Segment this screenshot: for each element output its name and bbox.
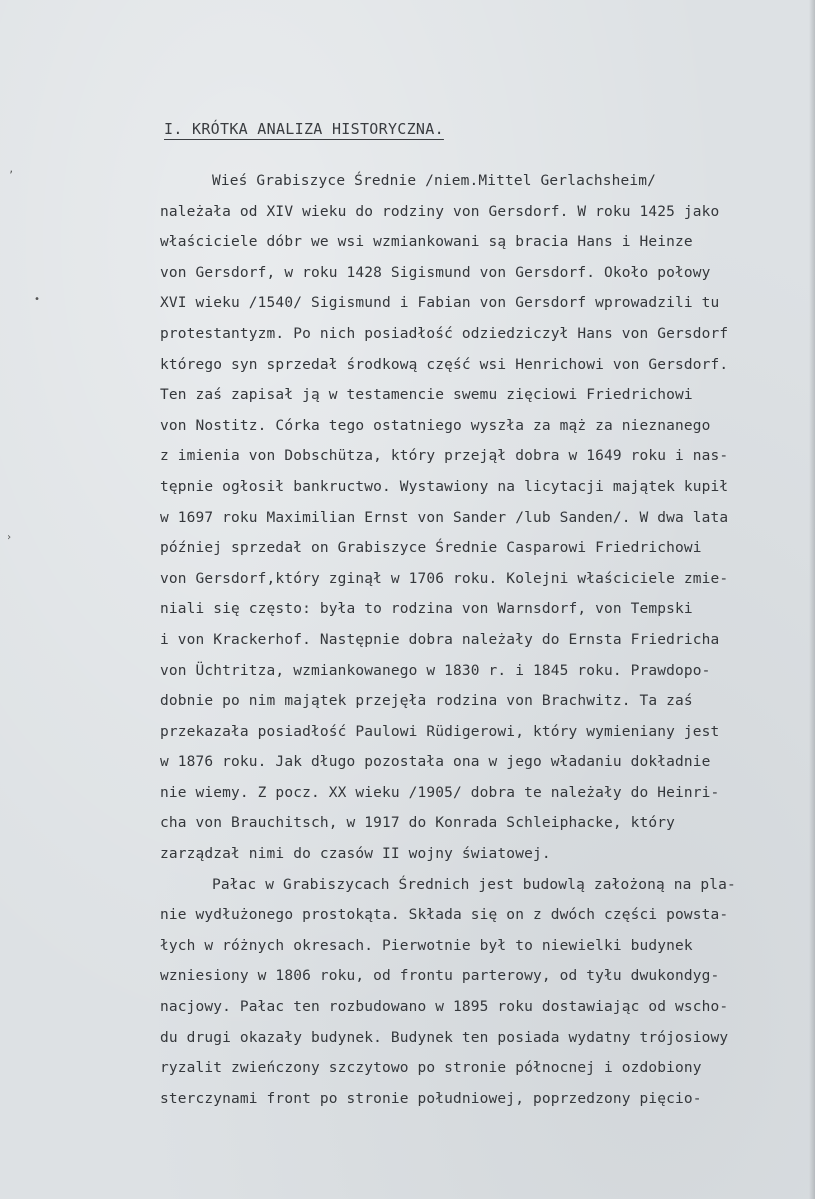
text-line: niali się często: była to rodzina von Warnsdorf, von Tempski	[160, 601, 693, 618]
text-line: protestantyzm. Po nich posiadłość odziedziczył Hans von Gersdorf	[160, 325, 729, 342]
margin-mark: ›	[6, 532, 13, 543]
margin-mark: ʼ	[8, 170, 15, 181]
text-line: i von Krackerhof. Następnie dobra należały do Ernsta Friedricha	[160, 631, 720, 648]
text-line: nie wydłużonego prostokąta. Składa się on z dwóch części powsta-	[160, 907, 729, 924]
text-line: von Üchtritza, wzmiankowanego w 1830 r. i 1845 roku. Prawdopo-	[160, 662, 711, 679]
text-line: du drugi okazały budynek. Budynek ten posiada wydatny trójosiowy	[160, 1029, 729, 1046]
margin-dot: •	[34, 294, 41, 305]
text-line: cha von Brauchitsch, w 1917 do Konrada Schleiphacke, który	[160, 815, 676, 832]
text-line: w 1697 roku Maximilian Ernst von Sander /lub Sanden/. W dwa lata	[160, 509, 729, 526]
section-title: I. KRÓTKA ANALIZA HISTORYCZNA.	[164, 120, 444, 138]
text-line: później sprzedał on Grabiszyce Średnie Casparowi Friedrichowi	[160, 540, 702, 557]
text-line: tępnie ogłosił bankructwo. Wystawiony na licytacji majątek kupił	[160, 478, 729, 495]
text-line: Ten zaś zapisał ją w testamencie swemu zięciowi Friedrichowi	[160, 387, 693, 404]
body-text	[160, 166, 810, 1114]
text-line: z imienia von Dobschütza, który przejął dobra w 1649 roku i nas-	[160, 448, 729, 465]
text-line: sterczynami front po stronie południowej, poprzedzony pięcio-	[160, 1090, 702, 1107]
text-line: von Gersdorf,który zginął w 1706 roku. Kolejni właściciele zmie-	[160, 570, 729, 587]
text-line: którego syn sprzedał środkową część wsi Henrichowi von Gersdorf.	[160, 356, 729, 373]
text-line: Pałac w Grabiszycach Średnich jest budowlą założoną na pla-	[212, 876, 736, 893]
text-line: nacjowy. Pałac ten rozbudowano w 1895 roku dostawiając od wscho-	[160, 999, 729, 1016]
text-line: von Gersdorf, w roku 1428 Sigismund von Gersdorf. Około połowy	[160, 264, 711, 281]
text-line: nie wiemy. Z pocz. XX wieku /1905/ dobra te należały do Heinri-	[160, 784, 720, 801]
text-line: należała od XIV wieku do rodziny von Gersdorf. W roku 1425 jako	[160, 203, 720, 220]
text-line: XVI wieku /1540/ Sigismund i Fabian von Gersdorf wprowadzili tu	[160, 295, 720, 312]
text-line: ryzalit zwieńczony szczytowo po stronie północnej i ozdobiony	[160, 1060, 702, 1077]
text-line: łych w różnych okresach. Pierwotnie był to niewielki budynek	[160, 937, 693, 954]
text-line: w 1876 roku. Jak długo pozostała ona w jego władaniu dokładnie	[160, 754, 711, 771]
text-line: von Nostitz. Córka tego ostatniego wyszła za mąż za nieznanego	[160, 417, 711, 434]
text-line: dobnie po nim majątek przejęła rodzina von Brachwitz. Ta zaś	[160, 693, 693, 710]
text-line: zarządzał nimi do czasów II wojny światowej.	[160, 846, 551, 863]
text-line: Wieś Grabiszyce Średnie /niem.Mittel Gerlachsheim/	[212, 173, 656, 189]
text-line: wzniesiony w 1806 roku, od frontu parterowy, od tyłu dwukondyg-	[160, 968, 720, 985]
text-line: przekazała posiadłość Paulowi Rüdigerowi, który wymieniany jest	[160, 723, 720, 740]
text-line: właściciele dóbr we wsi wzmiankowani są bracia Hans i Heinze	[160, 234, 693, 251]
